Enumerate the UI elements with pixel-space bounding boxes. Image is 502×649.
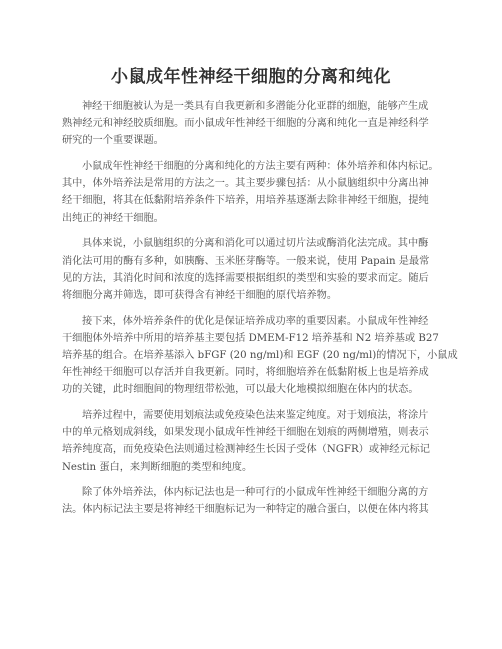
text-line: 培养基的组合。在培养基添入 bFGF (20 ng/ml)和 EGF (20 ng/ml)的情况下，小鼠成 [62, 349, 458, 361]
text-line: 小鼠成年性神经干细胞的分离和纯化的方法主要有两种：体外培养和体内标记。 [82, 161, 439, 173]
text-line: 出纯正的神经干细胞。 [62, 212, 164, 224]
text-line: 中的单元格划成斜线，如果发现小鼠成年性神经干细胞在划痕的两侧增殖，则表示 [62, 427, 429, 439]
text-line: 接下来，体外培养条件的优化是保证培养成功率的重要因素。小鼠成年性神经 [82, 315, 429, 327]
text-line: 培养纯度高，而免疫染色法则通过检测神经生长因子受体（NGFR）或神经元标记 [62, 444, 430, 456]
document-body [62, 98, 458, 527]
text-line: 见的方法，其消化时间和浓度的选择需要根据组织的类型和实验的要求而定。随后 [62, 272, 429, 284]
text-line: 除了体外培养法，体内标记法也是一种可行的小鼠成年性神经干细胞分离的方 [82, 487, 429, 499]
document-title: 小鼠成年性神经干细胞的分离和纯化 [111, 67, 391, 87]
text-line: 法。体内标记法主要是将神经干细胞标记为一种特定的融合蛋白，以便在体内将其 [62, 504, 429, 516]
paragraph [62, 158, 442, 227]
paragraph [62, 407, 442, 476]
paragraph [62, 98, 442, 150]
text-line: 熟神经元和神经胶质细胞。而小鼠成年性神经干细胞的分离和纯化一直是神经科学 [62, 118, 429, 130]
text-line: 其中，体外培养法是常用的方法之一。其主要步骤包括：从小鼠脑组织中分离出神 [62, 178, 429, 190]
text-line: 干细胞体外培养中所用的培养基主要包括 DMEM-F12 培养基和 N2 培养基或 B27 [62, 332, 439, 344]
text-line: 培养过程中，需要使用划痕法或免疫染色法来鉴定纯度。对于划痕法，将涂片 [82, 410, 429, 421]
text-line: 研究的一个重要课题。 [62, 135, 164, 147]
paragraph [62, 313, 458, 399]
text-line: 具体来说，小鼠脑组织的分离和消化可以通过切片法或酶消化法完成。其中酶 [82, 238, 429, 250]
text-line: 年性神经干细胞可以存活并自我更新。同时，将细胞培养在低黏附板上也是培养成 [62, 367, 429, 379]
text-line: 消化法可用的酶有多种，如胰酶、玉米胚芽酶等。一般来说，使用 Papain 是最常 [62, 255, 430, 267]
text-line: 将细胞分离并筛选，即可获得含有神经干细胞的原代培养物。 [62, 289, 338, 301]
text-line: 神经干细胞被认为是一类具有自我更新和多潜能分化亚群的细胞，能够产生成 [82, 101, 429, 112]
text-line: Nestin 蛋白，来判断细胞的类型和纯度。 [62, 461, 253, 473]
paragraph [62, 484, 442, 518]
paragraph [62, 235, 442, 304]
text-line: 经干细胞，将其在低黏附培养条件下培养，用培养基逐渐去除非神经干细胞，提纯 [62, 195, 429, 207]
text-line: 功的关键，此时细胞间的物理纽带松弛，可以最大化地模拟细胞在体内的状态。 [62, 384, 419, 396]
